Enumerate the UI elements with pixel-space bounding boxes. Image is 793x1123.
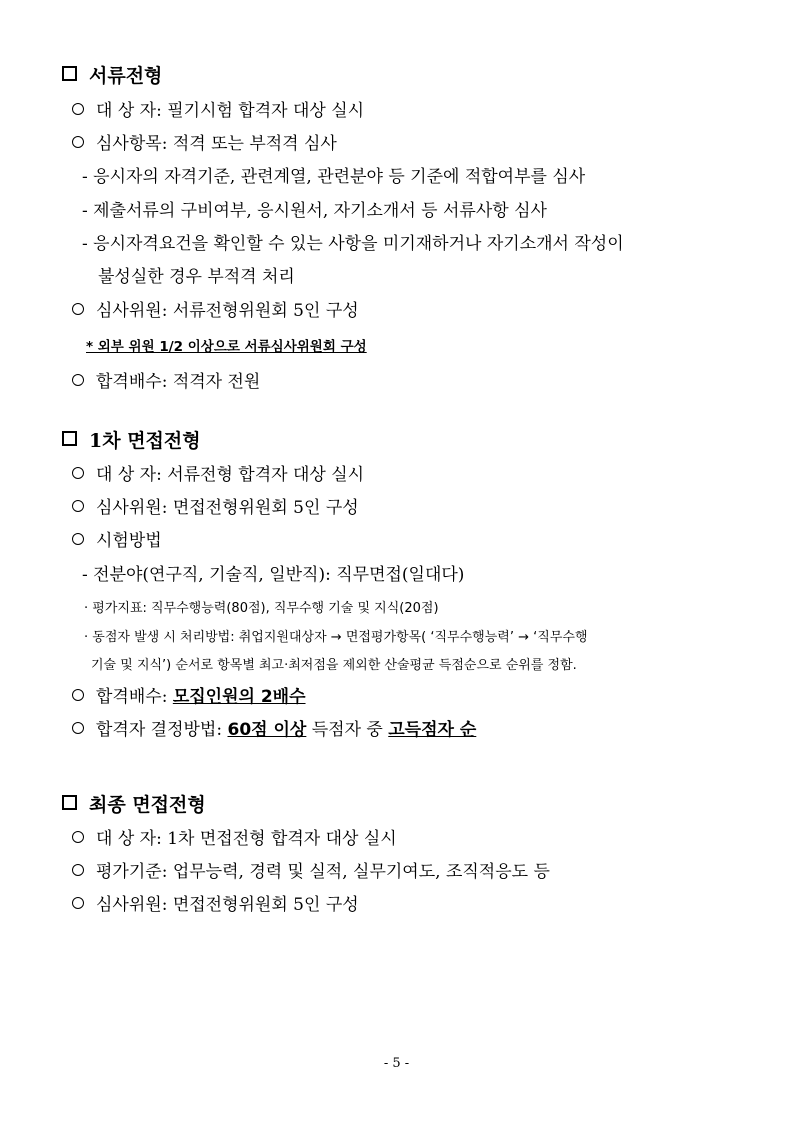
circle-bullet-icon — [72, 500, 84, 512]
list-item — [72, 136, 337, 153]
circle-bullet-icon — [72, 303, 84, 315]
item-text: 평가기준: 업무능력, 경력 및 실적, 실무기여도, 조직적응도 등 — [96, 862, 550, 882]
circle-bullet-icon — [72, 897, 84, 909]
emphasis-text: 60점 이상 — [227, 720, 307, 740]
emphasis-text: 모집인원의 2배수 — [172, 687, 306, 707]
item-label: 합격자 결정방법: — [96, 720, 228, 740]
item-text: 합격배수: 적격자 전원 — [96, 372, 261, 392]
item-text: 득점자 중 — [306, 720, 389, 740]
item-text: 대 상 자: 필기시험 합격자 대상 실시 — [96, 101, 365, 121]
dash-item: - 제출서류의 구비여부, 응시원서, 자기소개서 등 서류사항 심사 — [82, 201, 547, 221]
dash-item-continuation: 불성실한 경우 부적격 처리 — [98, 267, 295, 287]
circle-bullet-icon — [72, 831, 84, 843]
emphasis-text: 고득점자 순 — [388, 720, 477, 740]
sub-item: · 동점자 발생 시 처리방법: 취업지원대상자 → 면접평가항목( ‘직무수행능력’ → ‘직무수행 — [84, 630, 588, 645]
list-item — [72, 533, 162, 550]
item-text: 심사위원: 서류전형위원회 5인 구성 — [96, 301, 359, 321]
circle-bullet-icon — [72, 374, 84, 386]
item-label: 합격배수: — [96, 687, 173, 707]
sub-item-continuation: 기술 및 지식’) 순서로 항목별 최고·최저점을 제외한 산술평균 득점순으로 순위를 정함. — [91, 658, 577, 673]
list-item — [72, 689, 306, 706]
circle-bullet-icon — [72, 467, 84, 479]
dash-item: - 응시자의 자격기준, 관련계열, 관련분야 등 기준에 적합여부를 심사 — [82, 167, 586, 187]
list-item — [72, 831, 397, 848]
item-text: 심사위원: 면접전형위원회 5인 구성 — [96, 498, 359, 518]
item-text: 대 상 자: 1차 면접전형 합격자 대상 실시 — [96, 829, 397, 849]
checkbox-square-icon — [62, 66, 77, 81]
checkbox-square-icon — [62, 795, 77, 810]
list-item — [72, 467, 364, 484]
circle-bullet-icon — [72, 136, 84, 148]
item-text: 심사위원: 면접전형위원회 5인 구성 — [96, 895, 359, 915]
heading-text: 서류전형 — [89, 65, 163, 87]
circle-bullet-icon — [72, 689, 84, 701]
dash-item: - 응시자격요건을 확인할 수 있는 사항을 미기재하거나 자기소개서 작성이 — [82, 234, 624, 254]
item-text: 시험방법 — [96, 531, 162, 551]
checkbox-square-icon — [62, 431, 77, 446]
note-text: * 외부 위원 1/2 이상으로 서류심사위원회 구성 — [86, 339, 367, 355]
heading-text: 최종 면접전형 — [89, 794, 206, 816]
list-item — [72, 103, 364, 120]
circle-bullet-icon — [72, 103, 84, 115]
circle-bullet-icon — [72, 533, 84, 545]
section-heading-first-interview — [62, 431, 201, 451]
list-item — [72, 303, 359, 320]
list-item — [72, 500, 359, 517]
list-item — [72, 897, 359, 914]
item-text: 대 상 자: 서류전형 합격자 대상 실시 — [96, 465, 365, 485]
page-number: - 5 - — [383, 1056, 410, 1071]
list-item — [72, 722, 476, 739]
dash-item: - 전분야(연구직, 기술직, 일반직): 직무면접(일대다) — [82, 565, 465, 585]
list-item — [72, 864, 550, 881]
heading-text: 1차 면접전형 — [89, 430, 201, 452]
circle-bullet-icon — [72, 722, 84, 734]
section-heading-document-screening — [62, 66, 162, 86]
sub-item: · 평가지표: 직무수행능력(80점), 직무수행 기술 및 지식(20점) — [84, 601, 439, 616]
list-item — [72, 374, 260, 391]
item-text: 심사항목: 적격 또는 부적격 심사 — [96, 134, 337, 154]
circle-bullet-icon — [72, 864, 84, 876]
section-heading-final-interview — [62, 795, 206, 815]
